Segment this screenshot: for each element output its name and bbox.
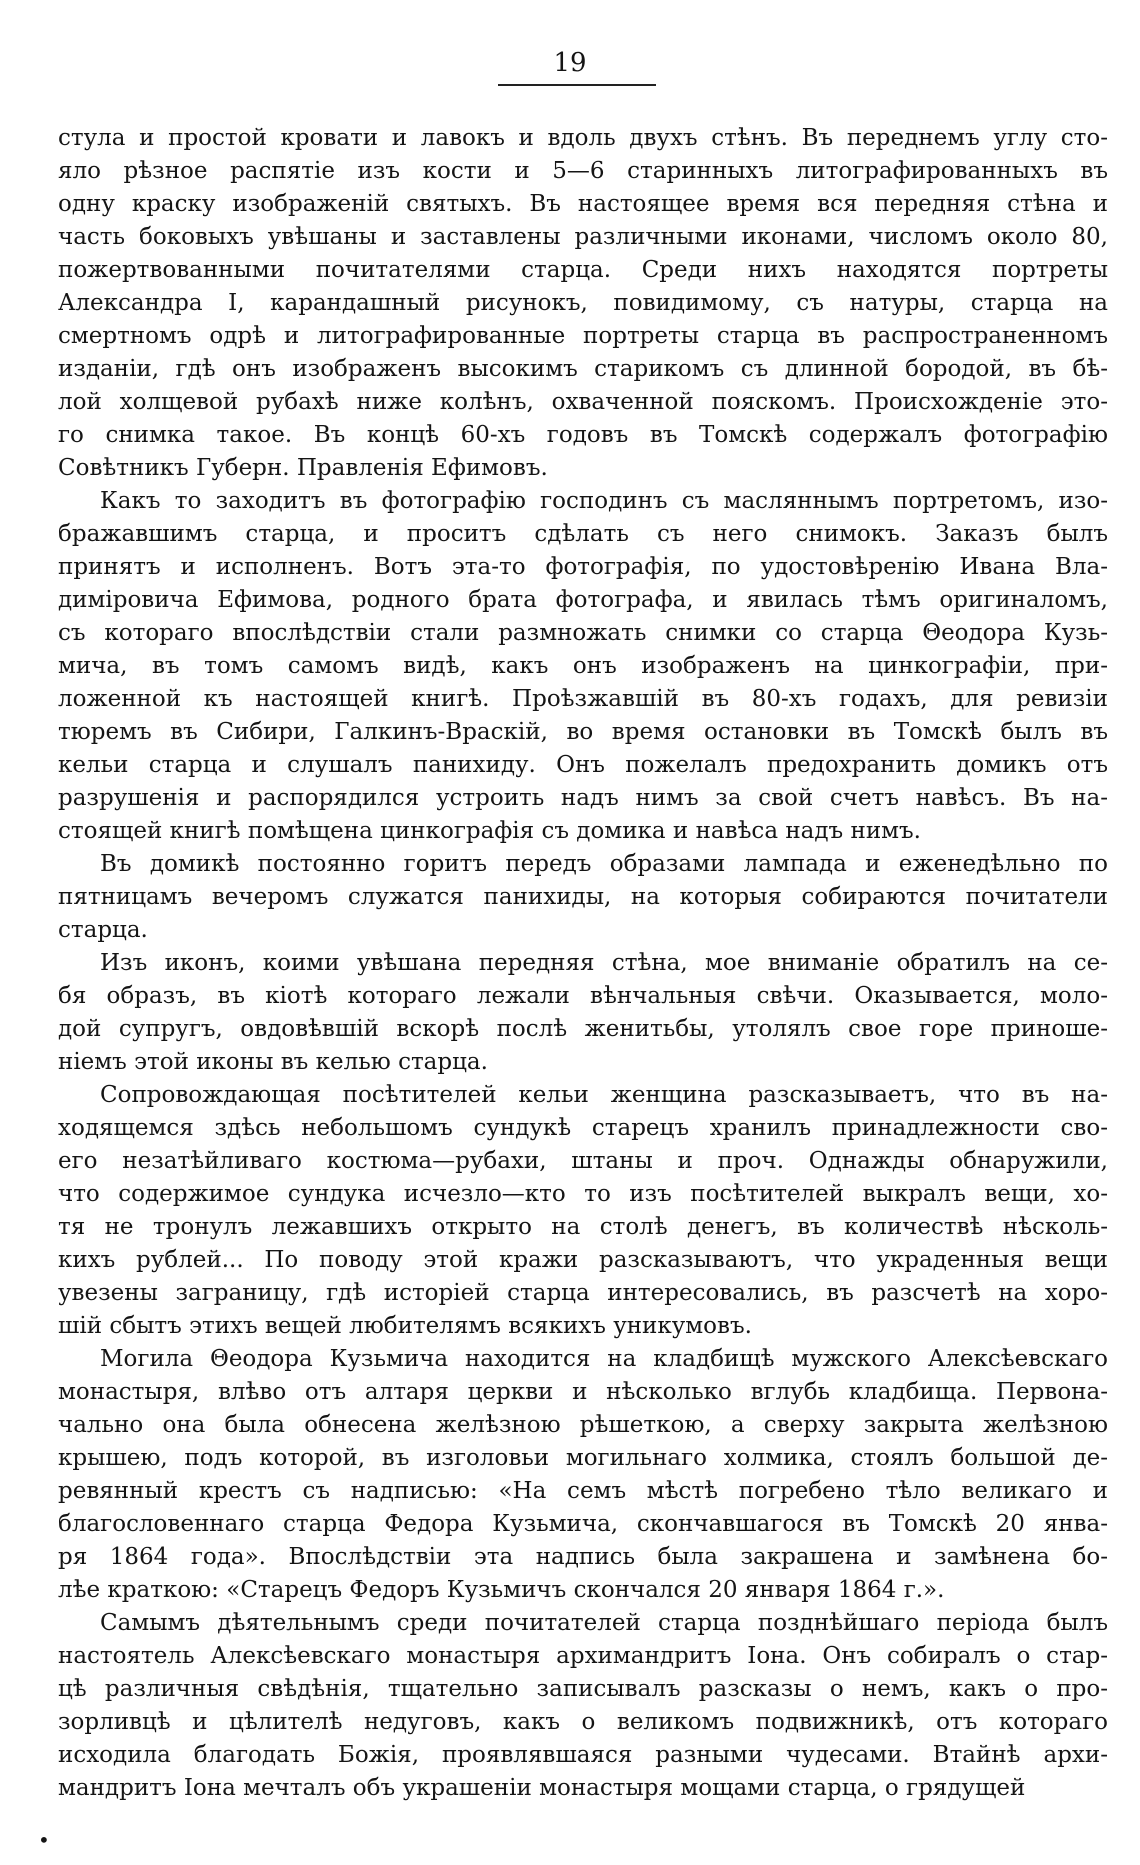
text-line: шій сбытъ этихъ вещей любителямъ всякихъ уникумовъ. [58,1313,752,1339]
text-line: благословеннаго старца Федора Кузьмича, скончавшагося въ Томскѣ 20 янва- [58,1511,1108,1537]
text-line: Могила Θеодора Кузьмича находится на кладбищѣ мужского Алексѣевскаго [100,1346,1108,1372]
text-line: одну краску изображеній святыхъ. Въ настоящее время вся передняя стѣна и [58,191,1108,217]
page-number: 19 [553,48,587,78]
text-line: стоящей книгѣ помѣщена цинкографія съ домика и навѣса надъ нимъ. [58,818,921,844]
margin-mark: • [38,1828,50,1852]
text-line: бя образъ, въ кіотѣ котораго лежали вѣнчальныя свѣчи. Оказывается, моло- [58,983,1108,1009]
text-line: лой холщевой рубахѣ ниже колѣнъ, охваченной пояскомъ. Происхожденіе это- [58,389,1108,415]
paragraph [58,947,1108,1079]
text-line: монастыря, влѣво отъ алтаря церкви и нѣсколько вглубь кладбища. Первона- [58,1379,1108,1405]
text-line: пожертвованными почитателями старца. Среди нихъ находятся портреты [58,257,1108,283]
text-line: Изъ иконъ, коими увѣшана передняя стѣна, мое вниманіе обратилъ на се- [100,950,1108,976]
text-line: принятъ и исполненъ. Вотъ эта-то фотографія, по удостовѣренію Ивана Вла- [58,554,1108,580]
text-line: изданіи, гдѣ онъ изображенъ высокимъ старикомъ съ длинной бородой, въ бѣ- [58,356,1108,382]
text-line: кельи старца и слушалъ панихиду. Онъ пожелалъ предохранить домикъ отъ [58,752,1108,778]
text-line: яло рѣзное распятіе изъ кости и 5—6 старинныхъ литографированныхъ въ [58,158,1108,184]
text-line: Совѣтникъ Губерн. Правленія Ефимовъ. [58,455,548,481]
text-line: что содержимое сундука исчезло—кто то изъ посѣтителей выкралъ вещи, хо- [58,1181,1108,1207]
text-line: ходящемся здѣсь небольшомъ сундукѣ старецъ хранилъ принадлежности сво- [58,1115,1108,1141]
text-line: увезены заграницу, гдѣ исторіей старца интересовались, въ разсчетѣ на хоро- [58,1280,1108,1306]
paragraph [58,1079,1108,1343]
text-line: Александра I, карандашный рисунокъ, повидимому, съ натуры, старца на [58,290,1108,316]
text-line: тя не тронулъ лежавшихъ открыто на столѣ денегъ, въ количествѣ нѣсколь- [58,1214,1108,1240]
text-line: исходила благодать Божія, проявлявшаяся разными чудесами. Втайнѣ архи- [58,1742,1108,1768]
text-line: лѣе краткою: «Старецъ Федоръ Кузьмичъ скончался 20 января 1864 г.». [58,1577,945,1603]
text-line: зорливцѣ и цѣлителѣ недуговъ, какъ о великомъ подвижникѣ, отъ котораго [58,1709,1108,1735]
text-line: Сопровождающая посѣтителей кельи женщина разсказываетъ, что въ на- [100,1082,1108,1108]
text-line: ревянный крестъ съ надписью: «На семъ мѣстѣ погребено тѣло великаго и [58,1478,1108,1504]
text-line: мандритъ Іона мечталъ объ украшеніи монастыря мощами старца, о грядущей [58,1775,1026,1801]
text-line: чально она была обнесена желѣзною рѣшеткою, а сверху закрыта желѣзною [58,1412,1108,1438]
text-line: кихъ рублей... По поводу этой кражи разсказываютъ, что украденныя вещи [58,1247,1108,1273]
body-text [58,122,1108,1805]
text-line: пятницамъ вечеромъ служатся панихиды, на которыя собираются почитатели [58,884,1108,910]
text-line: старца. [58,917,148,943]
paragraph [58,1343,1108,1607]
text-line: цѣ различныя свѣдѣнія, тщательно записывалъ разсказы о немъ, какъ о про- [58,1676,1108,1702]
text-line: ложенной къ настоящей книгѣ. Проѣзжавшій въ 80-хъ годахъ, для ревизіи [58,686,1108,712]
text-line: тюремъ въ Сибири, Галкинъ-Враскій, во время остановки въ Томскѣ былъ въ [58,719,1108,745]
text-line: разрушенія и распорядился устроить надъ нимъ за свой счетъ навѣсъ. Въ на- [58,785,1108,811]
paragraph [58,848,1108,947]
text-line: ніемъ этой иконы въ келью старца. [58,1049,488,1075]
paragraph [58,122,1108,485]
text-line: крышею, подъ которой, въ изголовьи могильнаго холмика, стоялъ большой де- [58,1445,1108,1471]
page-number-rule [498,84,656,86]
text-line: его незатѣйливаго костюма—рубахи, штаны и проч. Однажды обнаружили, [58,1148,1108,1174]
text-line: Какъ то заходитъ въ фотографію господинъ съ масляннымъ портретомъ, изо- [100,488,1108,514]
text-line: бражавшимъ старца, и проситъ сдѣлать съ него снимокъ. Заказъ былъ [58,521,1108,547]
text-line: часть боковыхъ увѣшаны и заставлены различными иконами, числомъ около 80, [58,224,1108,250]
paragraph [58,485,1108,848]
text-line: дой супругъ, овдовѣвшій вскорѣ послѣ женитьбы, утолялъ свое горе приноше- [58,1016,1108,1042]
text-line: Самымъ дѣятельнымъ среди почитателей старца позднѣйшаго періода былъ [100,1610,1108,1636]
text-line: настоятель Алексѣевскаго монастыря архимандритъ Іона. Онъ собиралъ о стар- [58,1643,1108,1669]
text-line: го снимка такое. Въ концѣ 60-хъ годовъ въ Томскѣ содержалъ фотографію [58,422,1108,448]
text-line: съ котораго впослѣдствіи стали размножать снимки со старца Θеодора Кузь- [58,620,1108,646]
text-line: ря 1864 года». Впослѣдствіи эта надпись была закрашена и замѣнена бо- [58,1544,1108,1570]
paragraph [58,1607,1108,1805]
text-line: Въ домикѣ постоянно горитъ передъ образами лампада и еженедѣльно по [100,851,1108,877]
text-line: мича, въ томъ самомъ видѣ, какъ онъ изображенъ на цинкографіи, при- [58,653,1108,679]
text-line: стула и простой кровати и лавокъ и вдоль двухъ стѣнъ. Въ переднемъ углу сто- [58,125,1108,151]
text-line: смертномъ одрѣ и литографированные портреты старца въ распространенномъ [58,323,1108,349]
text-line: диміровича Ефимова, родного брата фотографа, и явилась тѣмъ оригиналомъ, [58,587,1108,613]
